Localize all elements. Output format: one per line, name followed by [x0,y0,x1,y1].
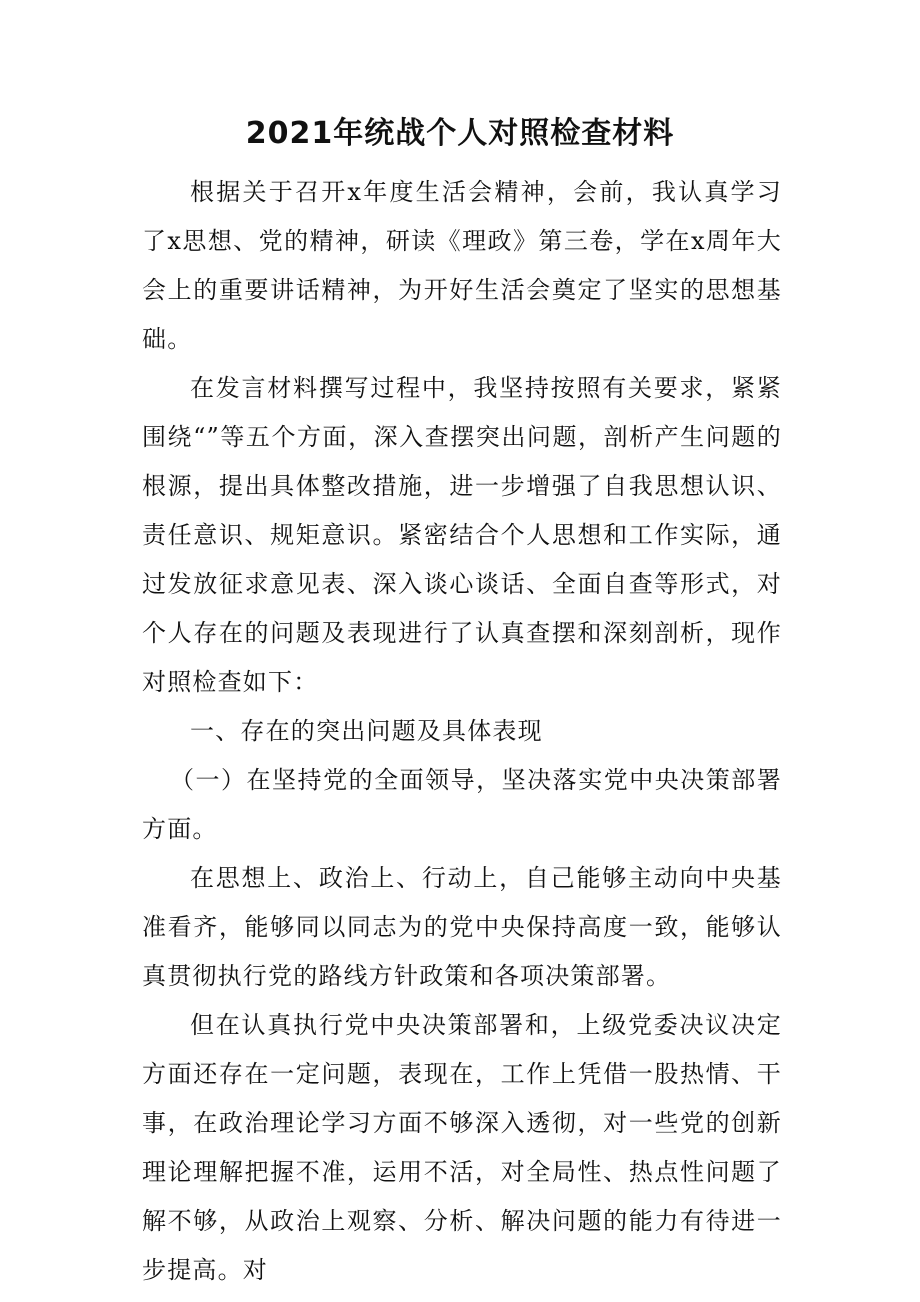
section-heading-1: 一、存在的突出问题及具体表现 [190,717,543,745]
paragraph-problems: 但在认真执行党中央决策部署和，上级党委决议决定方面还存在一定问题，表现在，工作上凭借一股热情、干事，在政治理论学习方面不够深入透彻，对一些党的创新理论理解把握不准，运用不活，对全局性、热点性问题了解不够，从政治上观察、分析、解决问题的能力有待进一步提高。对 [142,1011,782,1284]
paragraph-strengths: 在思想上、政治上、行动上，自己能够主动向中央基准看齐，能够同以同志为的党中央保持高度一致，能够认真贯彻执行党的路线方针政策和各项决策部署。 [142,864,782,990]
document-body [142,168,782,1295]
subsection-heading-1: （一）在坚持党的全面领导，坚决落实党中央决策部署方面。 [142,766,782,843]
paragraph-intro: 根据关于召开x年度生活会精神，会前，我认真学习了x思想、党的精神，研读《理政》第三卷，学在x周年大会上的重要讲话精神，为开好生活会奠定了坚实的思想基础。 [142,178,782,353]
paragraph-process: 在发言材料撰写过程中，我坚持按照有关要求，紧紧围绕“”等五个方面，深入查摆突出问题，剖析产生问题的根源，提出具体整改措施，进一步增强了自我思想认识、责任意识、规矩意识。紧密结合个人思想和工作实际，通过发放征求意见表、深入谈心谈话、全面自查等形式，对个人存在的问题及表现进行了认真查摆和深刻剖析，现作对照检查如下： [142,374,782,696]
page-title: 2021年统战个人对照检查材料 [245,116,675,151]
